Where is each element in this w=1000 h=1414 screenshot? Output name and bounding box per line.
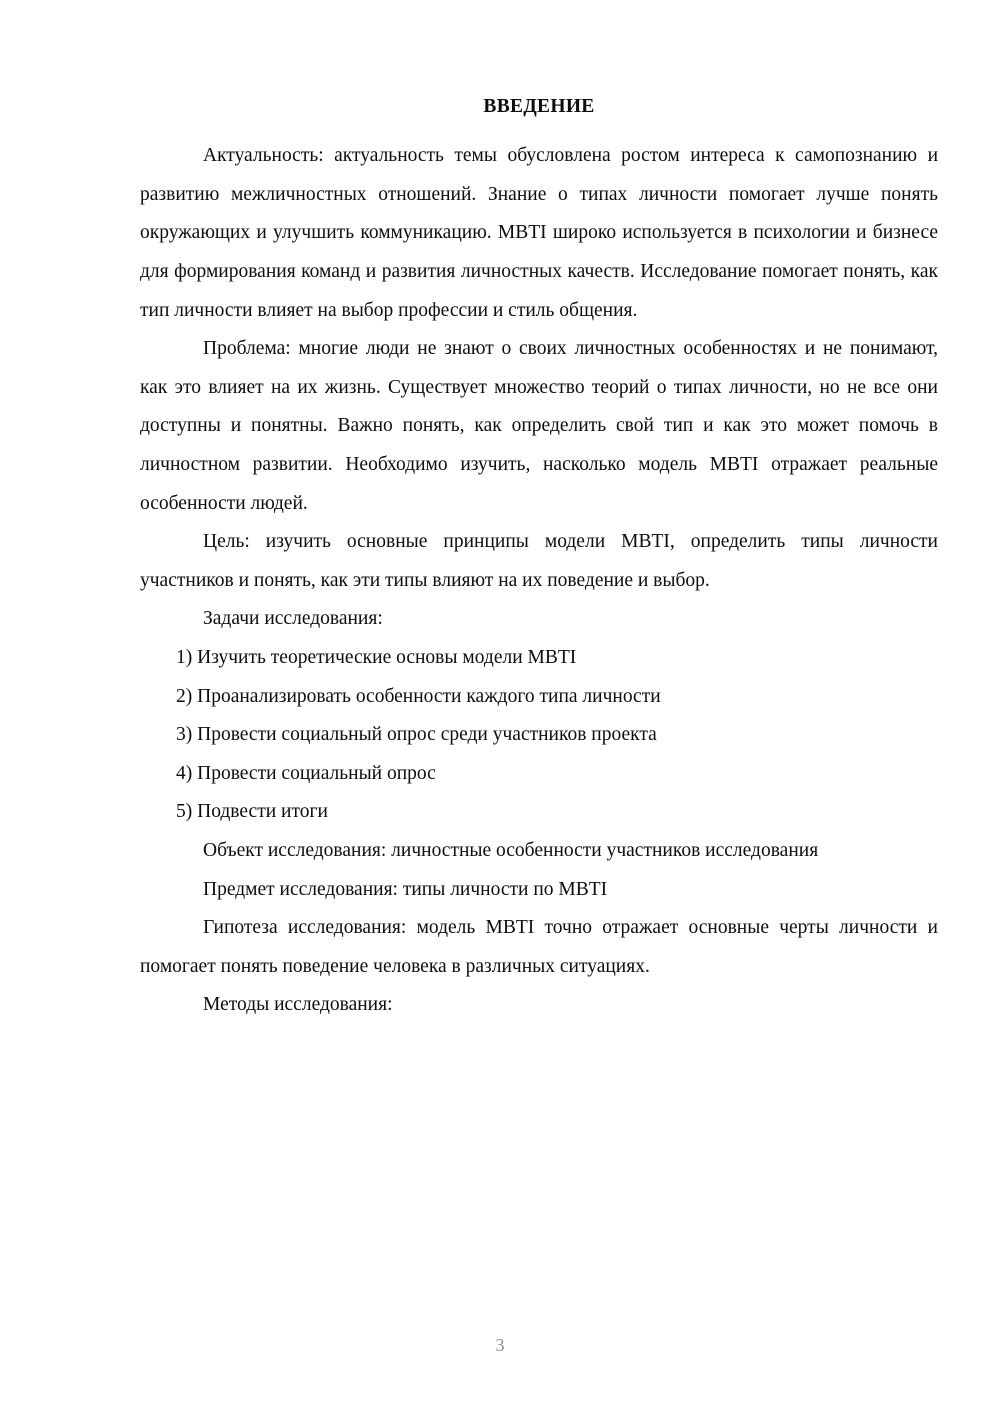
list-item: 3) Провести социальный опрос среди участников проекта <box>176 724 657 746</box>
page-content <box>140 92 938 1025</box>
list-item: 4) Провести социальный опрос <box>176 762 436 784</box>
paragraph-goal: Цель: изучить основные принципы модели MBTI, определить типы личности участников и понять, как эти типы влияют на их поведение и выбор. <box>140 531 938 591</box>
page-title: ВВЕДЕНИЕ <box>483 96 595 117</box>
paragraph-hypothesis: Гипотеза исследования: модель MBTI точно отражает основные черты личности и помогает понять поведение человека в различных ситуациях. <box>140 917 938 977</box>
paragraph-relevance: Актуальность: актуальность темы обусловлена ростом интереса к самопознанию и развитию межличностных отношений. Знание о типах личности помогает лучше понять окружающих и улучшить коммуникацию. MBTI широко используется в психологии и бизнесе для формирования команд и развития личностных качеств. Исследование помогает понять, как тип личности влияет на выбор профессии и стиль общения. <box>140 145 938 321</box>
methods-heading: Методы исследования: <box>203 994 393 1016</box>
list-item: 5) Подвести итоги <box>176 801 328 823</box>
list-item: 2) Проанализировать особенности каждого типа личности <box>176 685 661 707</box>
tasks-heading: Задачи исследования: <box>203 608 383 630</box>
paragraph-subject: Предмет исследования: типы личности по MBTI <box>203 878 608 900</box>
paragraph-problem: Проблема: многие люди не знают о своих личностных особенностях и не понимают, как это влияет на их жизнь. Существует множество теорий о типах личности, но не все они доступны и понятны. Важно понять, как определить свой тип и как это может помочь в личностном развитии. Необходимо изучить, насколько модель MBTI отражает реальные особенности людей. <box>140 338 938 514</box>
list-item: 1) Изучить теоретические основы модели MBTI <box>176 646 577 668</box>
tasks-list <box>140 639 938 832</box>
paragraph-object: Объект исследования: личностные особенности участников исследования <box>203 839 819 861</box>
page-number: 3 <box>495 1335 505 1355</box>
